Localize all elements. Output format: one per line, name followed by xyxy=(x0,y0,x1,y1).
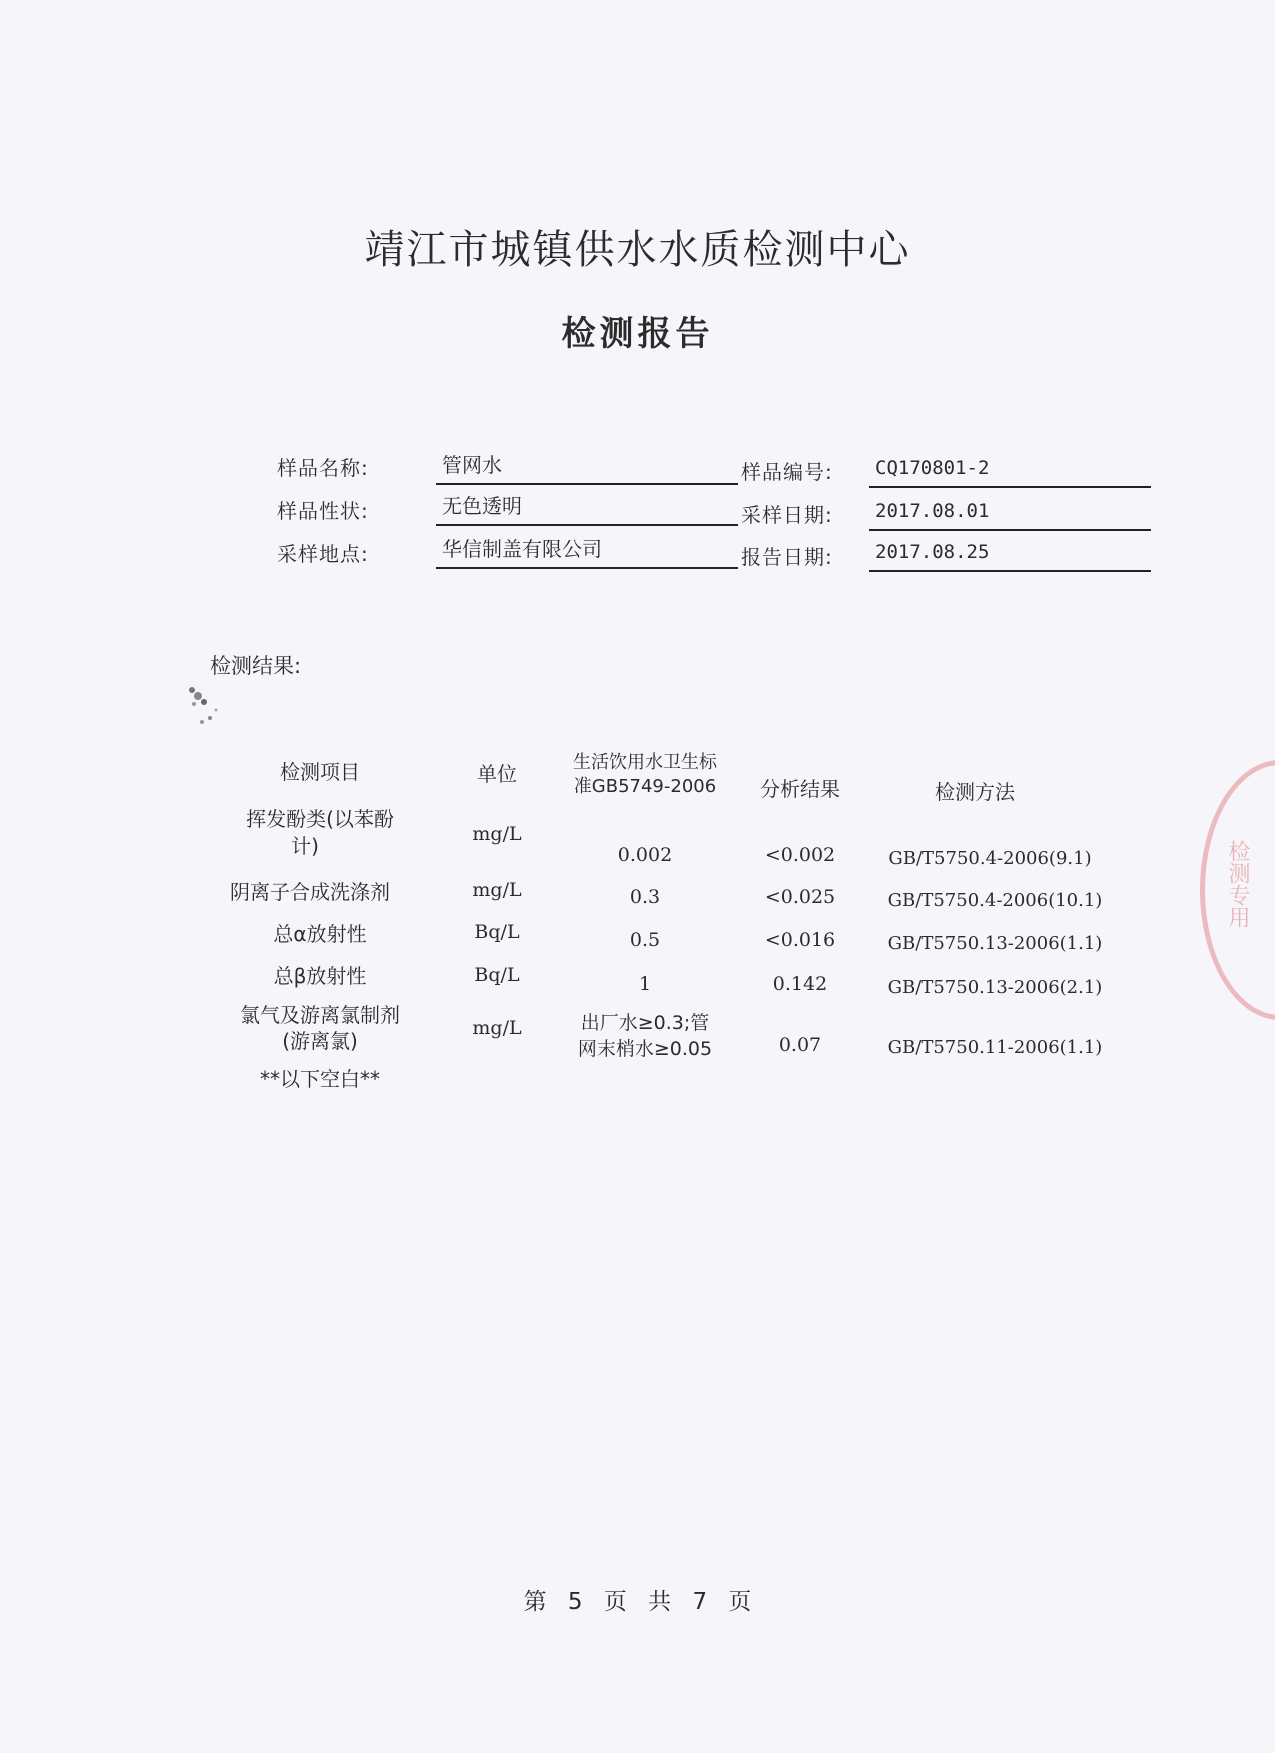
row2-unit: mg/L xyxy=(472,879,522,901)
header-unit: 单位 xyxy=(477,762,517,786)
row5-method: GB/T5750.11-2006(1.1) xyxy=(887,1037,1103,1058)
sample-name-value: 管网水 xyxy=(436,453,738,485)
organization-title: 靖江市城镇供水水质检测中心 xyxy=(364,227,911,273)
row5-standard-line1: 出厂水≥0.3;管 xyxy=(580,1012,710,1034)
row4-unit: Bq/L xyxy=(474,964,520,986)
page-number: 第 5 页 共 7 页 xyxy=(523,1589,752,1615)
end-note: **以下空白** xyxy=(260,1067,380,1091)
sample-no-value: CQ170801-2 xyxy=(869,456,1151,488)
header-item: 检测项目 xyxy=(280,760,360,784)
sampling-date-label: 采样日期: xyxy=(741,503,833,527)
row4-item: 总β放射性 xyxy=(273,964,367,988)
row3-unit: Bq/L xyxy=(474,921,520,943)
row5-unit: mg/L xyxy=(472,1017,522,1039)
row2-method: GB/T5750.4-2006(10.1) xyxy=(887,890,1103,911)
sample-name-label: 样品名称: xyxy=(277,456,369,480)
sampling-date-value: 2017.08.01 xyxy=(869,499,1151,531)
row1-item-line1: 挥发酚类(以苯酚 xyxy=(246,807,394,831)
sampling-site-label: 采样地点: xyxy=(277,542,369,566)
row3-item: 总α放射性 xyxy=(273,922,367,946)
report-title: 检测报告 xyxy=(561,314,714,354)
row1-result: <0.002 xyxy=(764,844,836,866)
row2-item: 阴离子合成洗涤剂 xyxy=(230,880,390,904)
row2-result: <0.025 xyxy=(764,886,836,908)
row1-item-line2: 计) xyxy=(291,834,319,858)
row4-method: GB/T5750.13-2006(2.1) xyxy=(887,977,1103,998)
header-method: 检测方法 xyxy=(935,780,1015,804)
row2-standard: 0.3 xyxy=(629,886,661,908)
report-date-label: 报告日期: xyxy=(741,545,833,569)
sample-no-label: 样品编号: xyxy=(741,460,833,484)
row3-method: GB/T5750.13-2006(1.1) xyxy=(887,933,1103,954)
report-date-value: 2017.08.25 xyxy=(869,540,1151,572)
sampling-site-value: 华信制盖有限公司 xyxy=(436,537,738,569)
row3-result: <0.016 xyxy=(764,929,836,951)
results-section-label: 检测结果: xyxy=(210,654,302,678)
row5-item-line1: 氯气及游离氯制剂 xyxy=(240,1003,400,1027)
row4-standard: 1 xyxy=(638,973,652,995)
row1-unit: mg/L xyxy=(472,823,522,845)
row5-standard-line2: 网末梢水≥0.05 xyxy=(577,1038,713,1060)
sample-state-label: 样品性状: xyxy=(277,499,369,523)
row4-result: 0.142 xyxy=(772,973,828,995)
row5-item-line2: (游离氯) xyxy=(282,1029,358,1053)
row5-result: 0.07 xyxy=(778,1034,822,1056)
scan-smudge-mark xyxy=(180,680,240,740)
red-seal-stamp-text: 检测专用 xyxy=(1225,840,1250,928)
row1-method: GB/T5750.4-2006(9.1) xyxy=(888,848,1092,869)
row3-standard: 0.5 xyxy=(629,929,661,951)
header-result: 分析结果 xyxy=(760,777,840,801)
sample-state-value: 无色透明 xyxy=(436,494,738,526)
header-standard-line1: 生活饮用水卫生标 xyxy=(573,752,717,773)
row1-standard: 0.002 xyxy=(617,844,673,866)
header-standard-line2: 准GB5749-2006 xyxy=(573,776,717,797)
